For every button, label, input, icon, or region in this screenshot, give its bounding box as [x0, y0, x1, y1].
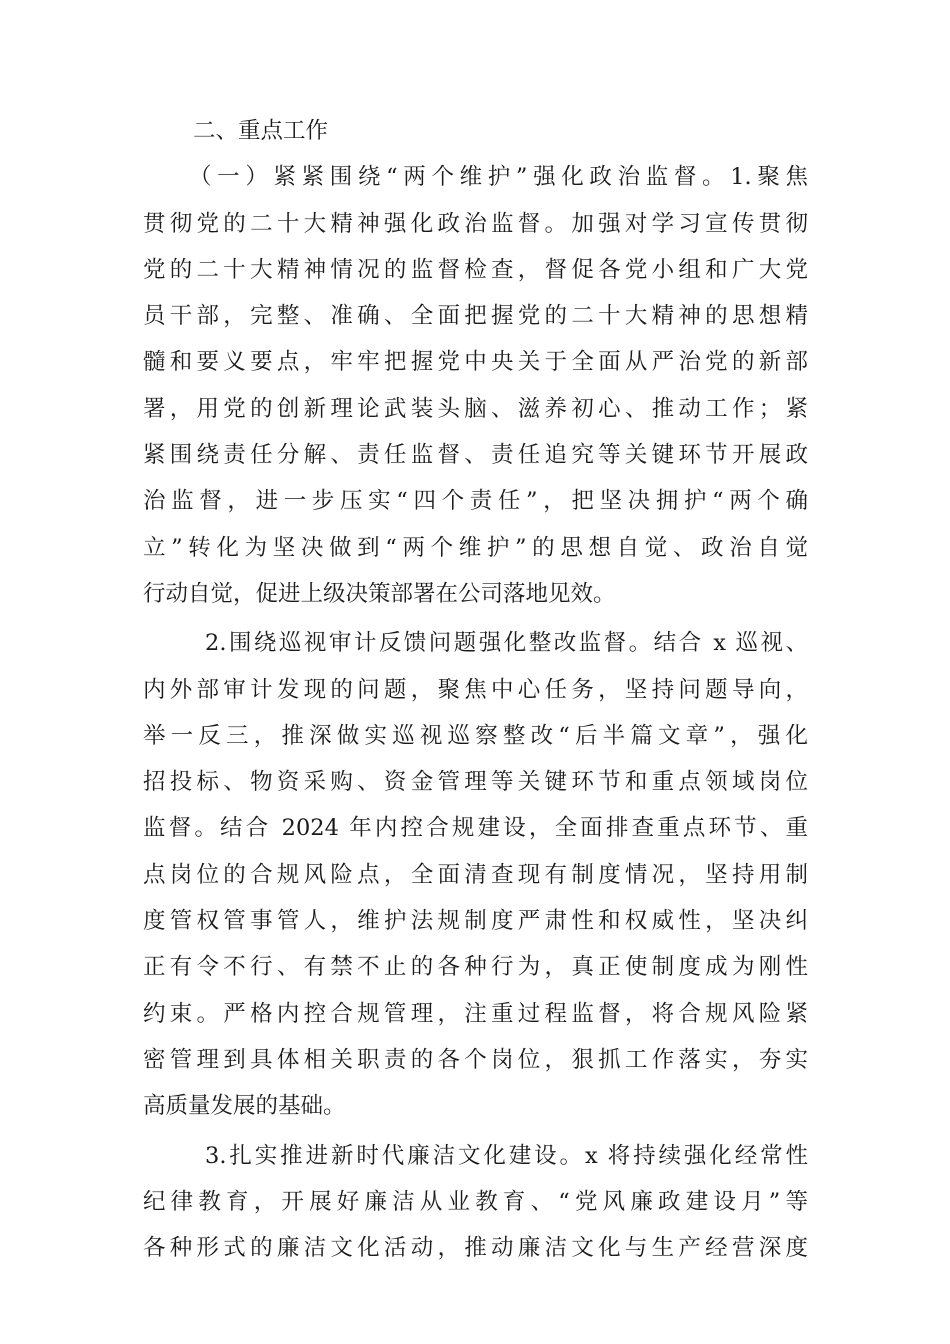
paragraph-line: 正有令不行、有禁不止的各种行为，真正使制度成为刚性	[143, 954, 808, 981]
section-heading: 二、重点工作	[193, 118, 329, 144]
paragraph-line: 立”转化为坚决做到“两个维护”的思想自觉、政治自觉	[143, 534, 808, 561]
paragraph-line: 员干部，完整、准确、全面把握党的二十大精神的思想精	[143, 303, 808, 330]
paragraph-line: 内外部审计发现的问题，聚焦中心任务，坚持问题导向，	[143, 676, 808, 703]
paragraph-line: 点岗位的合规风险点，全面清查现有制度情况，坚持用制	[143, 861, 808, 888]
paragraph-line: 高质量发展的基础。	[143, 1093, 346, 1120]
paragraph-line: 党的二十大精神情况的监督检查，督促各党小组和广大党	[143, 256, 808, 283]
paragraph-line: 密管理到具体相关职责的各个岗位，狠抓工作落实，夯实	[143, 1046, 808, 1073]
document-body	[143, 108, 808, 1271]
paragraph-line: 纪律教育，开展好廉洁从业教育、“党风廉政建设月”等	[143, 1188, 808, 1215]
paragraph-line: 3.扎实推进新时代廉洁文化建设。x 将持续强化经常性	[205, 1142, 808, 1169]
paragraph-line: 各种形式的廉洁文化活动，推动廉洁文化与生产经营深度	[143, 1235, 808, 1262]
paragraph-line: 紧围绕责任分解、责任监督、责任追究等关键环节开展政	[143, 442, 808, 469]
paragraph-1	[143, 154, 808, 617]
paragraph-3	[143, 1133, 808, 1272]
paragraph-line: 监督。结合 2024 年内控合规建设，全面排查重点环节、重	[143, 815, 808, 842]
paragraph-line: 2.围绕巡视审计反馈问题强化整改监督。结合 x 巡视、	[205, 630, 808, 657]
paragraph-line: 治监督，进一步压实“四个责任”，把坚决拥护“两个确	[143, 488, 808, 515]
paragraph-line: 行动自觉，促进上级决策部署在公司落地见效。	[143, 580, 616, 607]
paragraph-line: 举一反三，推深做实巡视巡察整改“后半篇文章”，强化	[143, 722, 808, 749]
paragraph-line: （一）紧紧围绕“两个维护”强化政治监督。1.聚焦	[189, 164, 808, 191]
paragraph-line: 髓和要义要点，牢牢把握党中央关于全面从严治党的新部	[143, 349, 808, 376]
paragraph-line: 约束。严格内控合规管理，注重过程监督，将合规风险紧	[143, 1000, 808, 1027]
paragraph-2	[143, 620, 808, 1129]
paragraph-line: 署，用党的创新理论武装头脑、滋养初心、推动工作；紧	[143, 395, 808, 422]
paragraph-line: 招投标、物资采购、资金管理等关键环节和重点领域岗位	[143, 769, 808, 796]
paragraph-line: 贯彻党的二十大精神强化政治监督。加强对学习宣传贯彻	[143, 210, 808, 237]
paragraph-line: 度管权管事管人，维护法规制度严肃性和权威性，坚决纠	[143, 908, 808, 935]
